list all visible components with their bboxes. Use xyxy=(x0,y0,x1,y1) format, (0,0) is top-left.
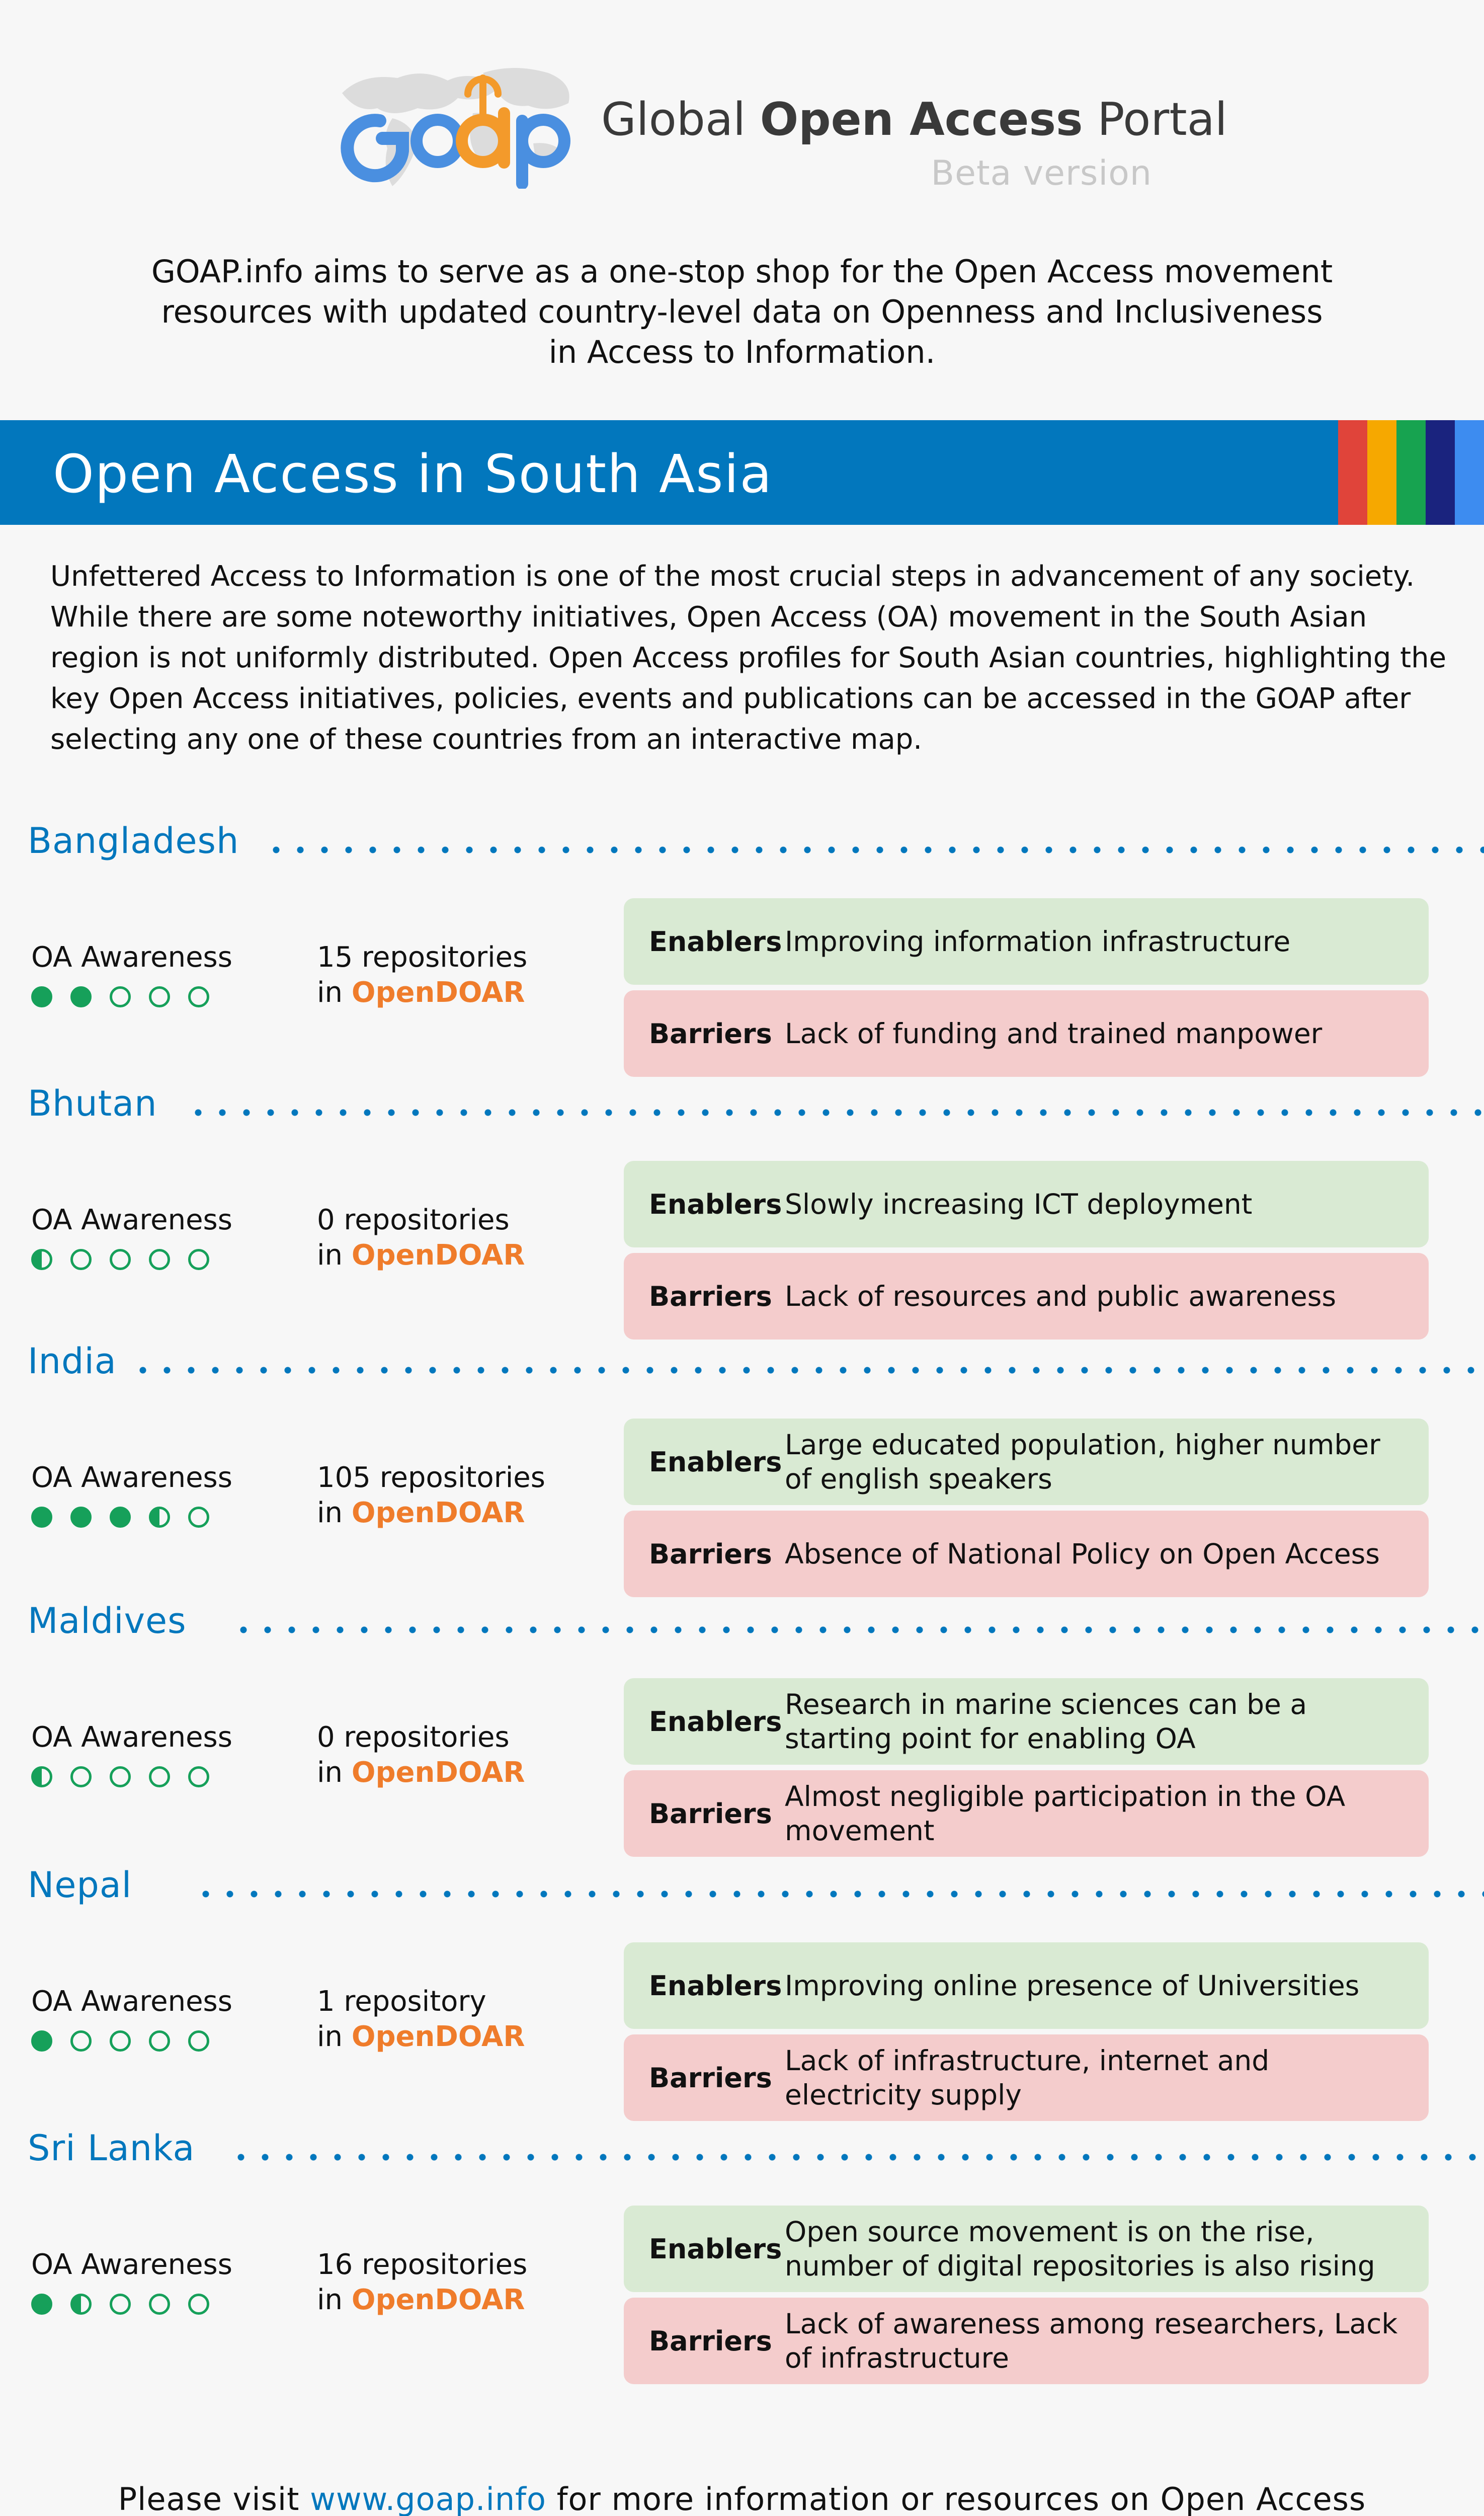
country-name[interactable]: Bangladesh xyxy=(28,820,239,861)
enablers-label: Enablers xyxy=(649,1188,782,1220)
repository-count: 1 repository in OpenDOAR xyxy=(317,1985,525,2053)
dotted-divider xyxy=(229,2154,1484,2161)
awareness-dot-empty xyxy=(149,1766,170,1787)
enablers-label: Enablers xyxy=(649,1705,782,1738)
repository-count: 0 repositories in OpenDOAR xyxy=(317,1721,525,1789)
barriers-box xyxy=(624,1770,1429,1857)
barriers-label: Barriers xyxy=(649,2325,772,2357)
barriers-box xyxy=(624,990,1429,1077)
goap-logo[interactable] xyxy=(332,58,1227,194)
country-header xyxy=(28,820,1484,871)
awareness-dot-empty xyxy=(188,2030,209,2052)
beta-label: Beta version xyxy=(931,153,1152,193)
awareness-dot-full xyxy=(31,1507,52,1528)
opendoar-link[interactable]: OpenDOAR xyxy=(351,1756,525,1789)
awareness-dot-half xyxy=(31,1249,52,1270)
opendoar-link[interactable]: OpenDOAR xyxy=(351,2020,525,2053)
oa-awareness-label: OA Awareness xyxy=(31,941,232,974)
enablers-text: Improving information infrastructure xyxy=(785,925,1291,958)
visit-line: Please visit www.goap.info for more information or resources on Open Access xyxy=(0,2481,1484,2516)
awareness-rating xyxy=(31,1507,227,1528)
enablers-box xyxy=(624,1942,1429,2029)
awareness-dot-empty xyxy=(110,1766,131,1787)
color-stripe xyxy=(1396,420,1426,525)
barriers-text: Absence of National Policy on Open Access xyxy=(785,1538,1380,1570)
country-name[interactable]: Sri Lanka xyxy=(28,2128,195,2169)
awareness-dot-full xyxy=(70,1507,92,1528)
awareness-rating xyxy=(31,1249,227,1270)
barriers-text: Lack of resources and public awareness xyxy=(785,1280,1336,1312)
enablers-text: Research in marine sciences can be a starting point for enabling OA xyxy=(785,1688,1307,1755)
opendoar-link[interactable]: OpenDOAR xyxy=(351,1239,525,1272)
enablers-label: Enablers xyxy=(649,2233,782,2265)
awareness-rating xyxy=(31,986,227,1007)
awareness-rating xyxy=(31,1766,227,1787)
country-block-maldives xyxy=(0,1600,1484,1852)
barriers-box xyxy=(624,1511,1429,1597)
barriers-label: Barriers xyxy=(649,1797,772,1830)
goap-logo-mark xyxy=(332,58,579,189)
awareness-dot-empty xyxy=(149,986,170,1007)
country-name[interactable]: Bhutan xyxy=(28,1083,157,1124)
enablers-box xyxy=(624,1678,1429,1765)
country-header xyxy=(28,1600,1484,1650)
country-header xyxy=(28,1864,1484,1915)
awareness-dot-half xyxy=(70,2294,92,2315)
enablers-label: Enablers xyxy=(649,1970,782,2002)
awareness-rating xyxy=(31,2030,227,2052)
awareness-dot-empty xyxy=(110,2294,131,2315)
country-header xyxy=(28,1083,1484,1133)
country-block-bhutan xyxy=(0,1083,1484,1334)
awareness-dot-empty xyxy=(149,2030,170,2052)
color-stripe xyxy=(1426,420,1455,525)
opendoar-link[interactable]: OpenDOAR xyxy=(351,976,525,1009)
barriers-text: Lack of awareness among researchers, Lack of infrastructure xyxy=(785,2308,1398,2374)
barriers-text: Lack of funding and trained manpower xyxy=(785,1017,1323,1050)
opendoar-link[interactable]: OpenDOAR xyxy=(351,2284,525,2316)
awareness-dot-empty xyxy=(188,1507,209,1528)
dotted-divider xyxy=(194,1891,1484,1898)
barriers-label: Barriers xyxy=(649,1538,772,1570)
repository-count: 0 repositories in OpenDOAR xyxy=(317,1204,525,1272)
awareness-dot-full xyxy=(31,986,52,1007)
oa-awareness-label: OA Awareness xyxy=(31,1461,232,1494)
awareness-rating xyxy=(31,2294,227,2315)
awareness-dot-half xyxy=(149,1507,170,1528)
awareness-dot-empty xyxy=(110,1249,131,1270)
repository-count: 16 repositories in OpenDOAR xyxy=(317,2248,528,2316)
country-name[interactable]: India xyxy=(28,1341,117,1382)
barriers-text: Lack of infrastructure, internet and electricity supply xyxy=(785,2045,1270,2111)
awareness-dot-empty xyxy=(188,1249,209,1270)
section-banner xyxy=(0,420,1484,525)
lead-paragraph: Unfettered Access to Information is one of the most crucial steps in advancement of any society. While there are some noteworthy initiatives, Open Access (OA) movement in the South Asian region is not uniformly distributed. Open Access profiles for South Asian countries, highlighting the key Open Access initiatives, policies, events and publications can be accessed in the GOAP after selecting any one of these countries from an interactive map. xyxy=(50,560,1447,756)
awareness-dot-full xyxy=(31,2030,52,2052)
color-stripe xyxy=(1455,420,1484,525)
logo-title: Global Open Access Portal xyxy=(601,93,1227,146)
country-name[interactable]: Maldives xyxy=(28,1600,187,1641)
country-block-bangladesh xyxy=(0,820,1484,1072)
enablers-box xyxy=(624,898,1429,985)
awareness-dot-full xyxy=(110,1507,131,1528)
enablers-box xyxy=(624,1419,1429,1505)
awareness-dot-empty xyxy=(188,2294,209,2315)
awareness-dot-empty xyxy=(70,1249,92,1270)
awareness-dot-empty xyxy=(70,1766,92,1787)
country-block-sri-lanka xyxy=(0,2128,1484,2379)
oa-awareness-label: OA Awareness xyxy=(31,1204,232,1236)
barriers-label: Barriers xyxy=(649,1280,772,1312)
enablers-label: Enablers xyxy=(649,925,782,958)
barriers-box xyxy=(624,2034,1429,2121)
enablers-label: Enablers xyxy=(649,1446,782,1478)
awareness-dot-empty xyxy=(188,986,209,1007)
goap-link[interactable]: www.goap.info xyxy=(310,2481,546,2516)
dotted-divider xyxy=(231,1626,1484,1633)
repository-count: 105 repositories in OpenDOAR xyxy=(317,1461,545,1529)
awareness-dot-half xyxy=(31,1766,52,1787)
awareness-dot-empty xyxy=(110,986,131,1007)
intro-text: GOAP.info aims to serve as a one-stop shop for the Open Access movement resources with updated country-level data on Openness and Inclusiveness in Access to Information. xyxy=(151,253,1333,370)
oa-awareness-label: OA Awareness xyxy=(31,2248,232,2281)
barriers-box xyxy=(624,1253,1429,1340)
awareness-dot-empty xyxy=(70,2030,92,2052)
color-stripe xyxy=(1338,420,1367,525)
awareness-dot-empty xyxy=(188,1766,209,1787)
enablers-text: Large educated population, higher number of english speakers xyxy=(785,1429,1380,1495)
awareness-dot-full xyxy=(70,986,92,1007)
barriers-label: Barriers xyxy=(649,1017,772,1050)
color-stripes xyxy=(1338,420,1484,525)
awareness-dot-empty xyxy=(149,1249,170,1270)
dotted-divider xyxy=(186,1109,1484,1116)
country-header xyxy=(28,2128,1484,2178)
enablers-text: Improving online presence of Universities xyxy=(785,1970,1360,2002)
opendoar-link[interactable]: OpenDOAR xyxy=(351,1497,525,1529)
enablers-text: Open source movement is on the rise, number of digital repositories is also rising xyxy=(785,2216,1375,2282)
oa-awareness-label: OA Awareness xyxy=(31,1721,232,1754)
dotted-divider xyxy=(264,846,1484,853)
barriers-text: Almost negligible participation in the OA movement xyxy=(785,1780,1346,1847)
country-name[interactable]: Nepal xyxy=(28,1864,132,1906)
country-block-india xyxy=(0,1341,1484,1592)
oa-awareness-label: OA Awareness xyxy=(31,1985,232,2018)
enablers-text: Slowly increasing ICT deployment xyxy=(785,1188,1253,1220)
barriers-label: Barriers xyxy=(649,2062,772,2094)
section-title: Open Access in South Asia xyxy=(53,443,773,505)
awareness-dot-empty xyxy=(149,2294,170,2315)
awareness-dot-full xyxy=(31,2294,52,2315)
country-header xyxy=(28,1341,1484,1391)
color-stripe xyxy=(1367,420,1396,525)
repository-count: 15 repositories in OpenDOAR xyxy=(317,941,528,1009)
country-block-nepal xyxy=(0,1864,1484,2116)
awareness-dot-empty xyxy=(110,2030,131,2052)
enablers-box xyxy=(624,1161,1429,1247)
dotted-divider xyxy=(131,1367,1484,1374)
enablers-box xyxy=(624,2206,1429,2292)
barriers-box xyxy=(624,2298,1429,2384)
